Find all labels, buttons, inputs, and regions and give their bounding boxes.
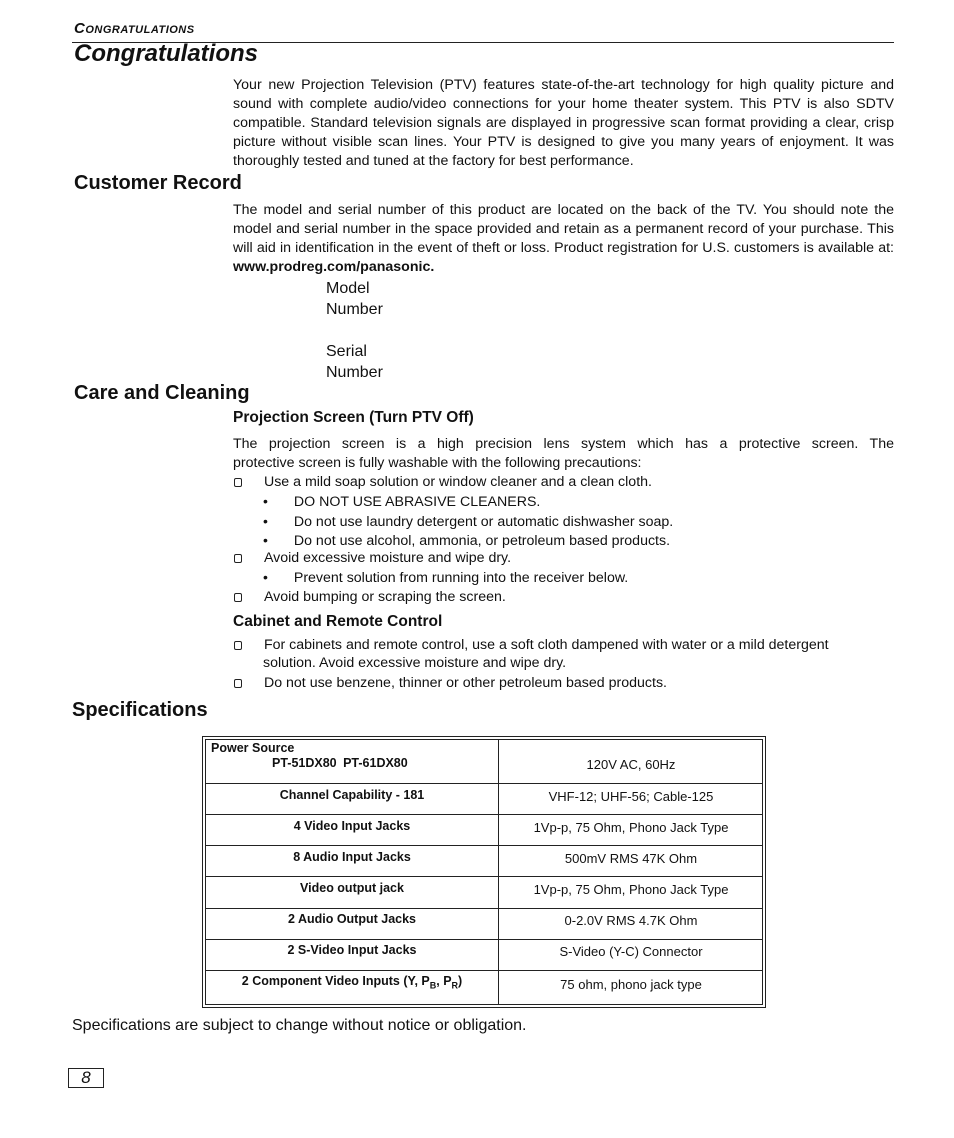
precaution-text: Use a mild soap solution or window cleaner and a clean cloth. xyxy=(263,474,652,490)
sub-bullet-item xyxy=(263,531,670,551)
spec-label-power-source: Power Source xyxy=(211,741,295,755)
serial-number-label: Number xyxy=(326,364,383,381)
running-head: Congratulations xyxy=(74,20,195,37)
spec-label-separator: , P xyxy=(436,974,452,988)
model-label: Model xyxy=(326,280,370,297)
spec-row-divider xyxy=(205,814,763,815)
spec-value: 120V AC, 60Hz xyxy=(586,757,676,772)
spec-label: 2 Audio Output Jacks xyxy=(287,912,417,926)
sub-bullet-item xyxy=(263,512,673,532)
spec-value: 75 ohm, phono jack type xyxy=(560,977,702,992)
spec-row-divider xyxy=(205,845,763,846)
sub-bullet-text: Do not use alcohol, ammonia, or petroleum based products. xyxy=(293,533,671,549)
sub-bullet-text: DO NOT USE ABRASIVE CLEANERS. xyxy=(293,494,541,510)
page-number: 8 xyxy=(68,1068,104,1088)
spec-row-divider xyxy=(205,970,763,971)
spec-value: 1Vp-p, 75 Ohm, Phono Jack Type xyxy=(533,882,729,897)
bullet-icon: • xyxy=(263,532,268,548)
cabinet-text-continued: solution. Avoid excessive moisture and wipe dry. xyxy=(263,655,567,671)
specifications-note: Specifications are subject to change without notice or obligation. xyxy=(72,1017,527,1034)
cabinet-text: Do not use benzene, thinner or other petroleum based products. xyxy=(263,675,667,691)
subscript-b: B xyxy=(429,980,437,991)
precaution-text: Avoid excessive moisture and wipe dry. xyxy=(263,550,512,566)
precaution-item xyxy=(234,549,511,568)
cabinet-text: For cabinets and remote control, use a soft cloth dampened with water or a mild detergent xyxy=(263,637,829,653)
serial-label: Serial xyxy=(326,343,367,360)
checkbox-square-icon xyxy=(234,679,242,688)
precaution-item xyxy=(234,473,652,492)
spec-label: 4 Video Input Jacks xyxy=(293,819,411,833)
spec-label-component-inputs xyxy=(206,974,498,991)
spec-column-divider xyxy=(498,739,499,1005)
checkbox-square-icon xyxy=(234,478,242,487)
spec-value: 500mV RMS 47K Ohm xyxy=(564,851,698,866)
care-cleaning-heading: Care and Cleaning xyxy=(74,382,250,404)
customer-record-text: The model and serial number of this product are located on the back of the TV. You should note the model and serial number in the space provided and retain as a permanent record of your purchase. This will aid in identification in the event of theft or loss. Product registration for U.S. customers is available at: xyxy=(233,202,894,256)
spec-label: 8 Audio Input Jacks xyxy=(293,850,411,864)
spec-label: Channel Capability - 181 xyxy=(279,788,425,802)
checkbox-square-icon xyxy=(234,641,242,650)
sub-bullet-text: Prevent solution from running into the receiver below. xyxy=(293,570,629,586)
projection-screen-heading: Projection Screen (Turn PTV Off) xyxy=(233,409,474,426)
spec-value: 1Vp-p, 75 Ohm, Phono Jack Type xyxy=(533,820,729,835)
bullet-icon: • xyxy=(263,493,268,509)
subscript-r: R xyxy=(451,980,459,991)
spec-label-text: 2 Component Video Inputs (Y, P xyxy=(241,974,430,988)
cabinet-item xyxy=(234,636,829,655)
bullet-icon: • xyxy=(263,513,268,529)
spec-label: 2 S-Video Input Jacks xyxy=(287,943,417,957)
cabinet-remote-heading: Cabinet and Remote Control xyxy=(233,613,443,630)
sub-bullet-item xyxy=(263,492,540,512)
spec-value: VHF-12; UHF-56; Cable-125 xyxy=(548,789,714,804)
checkbox-square-icon xyxy=(234,554,242,563)
spec-label-suffix: ) xyxy=(458,974,463,988)
customer-record-paragraph xyxy=(233,201,894,277)
customer-record-heading: Customer Record xyxy=(74,172,242,194)
bullet-icon: • xyxy=(263,569,268,585)
spec-label-models: PT-51DX80 PT-61DX80 xyxy=(272,756,408,770)
spec-table xyxy=(205,739,763,1005)
screen-text-line-2: protective screen is fully washable with the following precautions: xyxy=(233,455,642,471)
spec-row-divider xyxy=(205,939,763,940)
page-title: Congratulations xyxy=(74,40,258,67)
spec-value: S-Video (Y-C) Connector xyxy=(559,944,703,959)
sub-bullet-text: Do not use laundry detergent or automatic dishwasher soap. xyxy=(293,514,674,530)
checkbox-square-icon xyxy=(234,593,242,602)
sub-bullet-item xyxy=(263,568,628,588)
precaution-text: Avoid bumping or scraping the screen. xyxy=(263,589,506,605)
precaution-item xyxy=(234,588,506,607)
model-number-label: Number xyxy=(326,301,383,318)
specifications-heading: Specifications xyxy=(72,699,208,721)
intro-paragraph: Your new Projection Television (PTV) features state-of-the-art technology for high quality picture and sound with complete audio/video connections for your home theater system. This PTV is also SDTV compatible. Standard television signals are displayed in progressive scan format providing a clear, crisp picture without visible scan lines. Your PTV is designed to give you many years of enjoyment. It was thoroughly tested and tuned at the factory for best performance. xyxy=(233,77,894,169)
spec-row-divider xyxy=(205,783,763,784)
spec-value: 0-2.0V RMS 4.7K Ohm xyxy=(564,913,698,928)
spec-row-divider xyxy=(205,876,763,877)
screen-text-line-1: The projection screen is a high precision lens system which has a protective screen. The xyxy=(233,436,894,452)
registration-url: www.prodreg.com/panasonic. xyxy=(233,259,435,275)
spec-row-divider xyxy=(205,908,763,909)
cabinet-item xyxy=(234,674,667,693)
spec-label: Video output jack xyxy=(300,881,404,895)
